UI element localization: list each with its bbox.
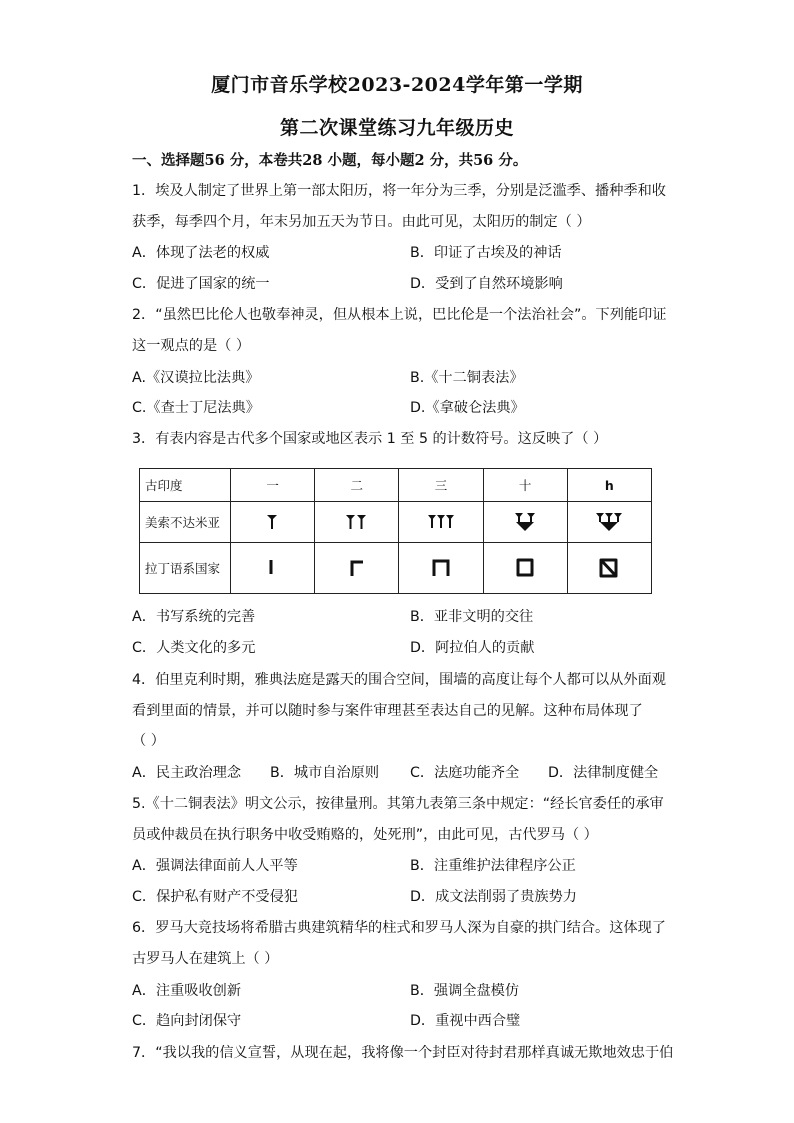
question-1-line1: 1．埃及人制定了世界上第一部太阳历，将一年分为三季，分别是泛滥季、播种季和收	[132, 183, 666, 199]
latin-numeral-2-icon	[315, 543, 399, 594]
q1-option-b: B．印证了古埃及的神话	[410, 245, 562, 261]
q4-option-a: A．民主政治理念	[132, 765, 242, 781]
question-5-line2: 员或仲裁员在执行职务中收受贿赂的，处死刑”，由此可见，古代罗马（ ）	[132, 827, 598, 843]
india-numeral-4: 十	[483, 469, 567, 502]
india-numeral-2: 二	[315, 469, 399, 502]
q3-option-b: B．亚非文明的交往	[410, 609, 534, 625]
q4-option-b: B．城市自治原则	[270, 765, 380, 781]
question-5-line1: 5.《十二铜表法》明文公示，按律量刑。其第九表第三条中规定：“经长官委任的承审	[132, 796, 664, 812]
india-numeral-3: 三	[399, 469, 483, 502]
india-numeral-1: 一	[231, 469, 315, 502]
q1-option-c: C．促进了国家的统一	[132, 276, 270, 292]
row-label-mesopotamia: 美索不达米亚	[140, 502, 231, 543]
question-4-line1: 4．伯里克利时期，雅典法庭是露天的围合空间，围墙的高度让每个人都可以从外面观	[132, 672, 666, 688]
q2-option-c: C.《查士丁尼法典》	[132, 400, 260, 416]
section-heading: 一、选择题56 分，本卷共28 小题，每小题2 分，共56 分。	[132, 152, 528, 169]
cuneiform-5-icon	[567, 502, 651, 543]
q6-option-c: C．趋向封闭保守	[132, 1013, 242, 1029]
table-row	[140, 543, 652, 594]
q1-option-d: D．受到了自然环境影响	[410, 276, 563, 292]
cuneiform-3-icon	[399, 502, 483, 543]
cuneiform-1-icon	[231, 502, 315, 543]
q2-option-a: A.《汉谟拉比法典》	[132, 370, 260, 386]
question-7-line1: 7．“我以我的信义宣誓，从现在起，我将像一个封臣对待封君那样真诚无欺地效忠于伯	[132, 1045, 674, 1061]
q2-option-d: D.《拿破仑法典》	[410, 400, 525, 416]
q5-option-d: D．成文法削弱了贵族势力	[410, 889, 577, 905]
q6-option-a: A．注重吸收创新	[132, 983, 242, 999]
q3-option-c: C．人类文化的多元	[132, 640, 256, 656]
question-1-line2: 获季，每季四个月，年末另加五天为节日。由此可见，太阳历的制定（ ）	[132, 214, 591, 230]
table-row	[140, 469, 652, 502]
table-row	[140, 502, 652, 543]
q1-option-a: A．体现了法老的权威	[132, 245, 270, 261]
row-label-ancient-india: 古印度	[140, 469, 231, 502]
numeral-table	[139, 468, 652, 594]
q4-option-c: C．法庭功能齐全	[410, 765, 520, 781]
question-4-line2: 看到里面的情景，并可以随时参与案件审理甚至表达自己的见解。这种布局体现了	[132, 703, 643, 719]
india-numeral-5: h	[567, 469, 651, 502]
q2-option-b: B.《十二铜表法》	[410, 370, 524, 386]
q4-option-d: D．法律制度健全	[548, 765, 659, 781]
cuneiform-4-icon	[483, 502, 567, 543]
question-2-line1: 2．“虽然巴比伦人也敬奉神灵，但从根本上说，巴比伦是一个法治社会”。下列能印证	[132, 307, 667, 323]
q6-option-b: B．强调全盘模仿	[410, 983, 520, 999]
question-3-line1: 3．有表内容是古代多个国家或地区表示 1 至 5 的计数符号。这反映了（ ）	[132, 431, 608, 447]
q6-option-d: D．重视中西合璧	[410, 1013, 521, 1029]
latin-numeral-4-icon	[483, 543, 567, 594]
cuneiform-2-icon	[315, 502, 399, 543]
latin-numeral-3-icon	[399, 543, 483, 594]
q5-option-a: A．强调法律面前人人平等	[132, 858, 298, 874]
exam-title-line1: 厦门市音乐学校2023-2024学年第一学期	[211, 74, 583, 96]
q3-option-a: A．书写系统的完善	[132, 609, 256, 625]
exam-title-line2: 第二次课堂练习九年级历史	[279, 117, 514, 139]
question-6-line1: 6．罗马大竞技场将希腊古典建筑精华的柱式和罗马人深为自豪的拱门结合。这体现了	[132, 920, 666, 936]
question-2-line2: 这一观点的是（ ）	[132, 338, 251, 354]
latin-numeral-1-icon	[231, 543, 315, 594]
question-6-line2: 古罗马人在建筑上（ ）	[132, 951, 279, 967]
row-label-latin-countries: 拉丁语系国家	[140, 543, 231, 594]
q5-option-b: B．注重维护法律程序公正	[410, 858, 576, 874]
q5-option-c: C．保护私有财产不受侵犯	[132, 889, 298, 905]
q3-option-d: D．阿拉伯人的贡献	[410, 640, 535, 656]
latin-numeral-5-icon	[567, 543, 651, 594]
question-4-line3: （ ）	[132, 733, 165, 749]
